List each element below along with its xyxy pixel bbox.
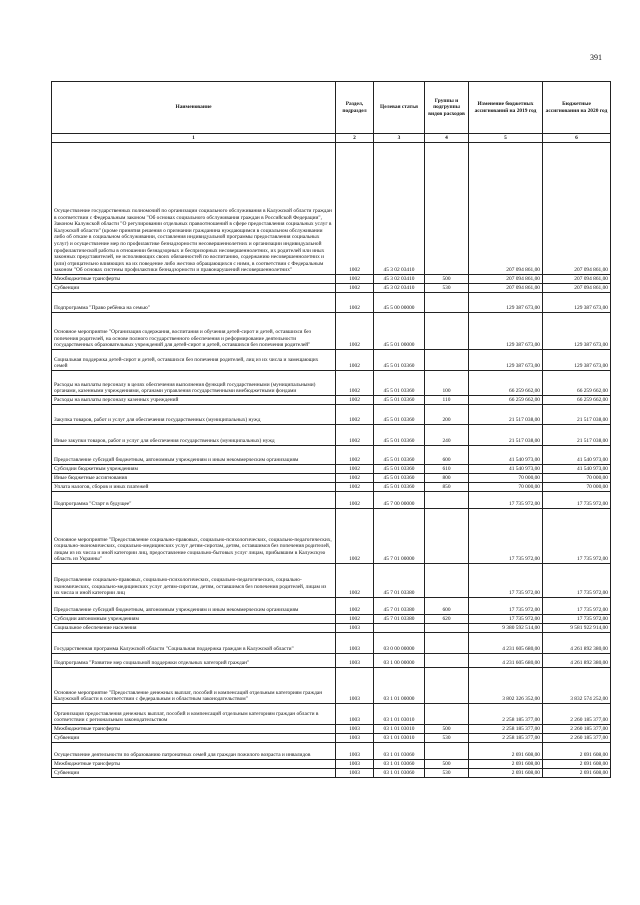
cell-group: 600 (425, 598, 469, 615)
cell-budget-2020: 17 735 972,00 (543, 615, 611, 624)
cell-name: Расходы на выплаты персоналу в целях обеспечения выполнения функций государственными (муниципальными) органами, казенными учреждениями, органами управления государственными внебюджетными фондами (52, 371, 336, 396)
table-row (52, 396, 611, 405)
header-budget-2020: Бюджетные ассигнования на 2020 год (543, 82, 611, 134)
cell-group: 620 (425, 615, 469, 624)
cell-budget-2020: 70 000,00 (543, 474, 611, 483)
cell-changed-2019: 70 000,00 (469, 483, 543, 492)
cell-budget-2020: 2 260 185 377,00 (543, 704, 611, 725)
cell-budget-2020: 2 691 608,00 (543, 760, 611, 769)
cell-budget-2020: 3 832 574 252,00 (543, 668, 611, 704)
cell-target: 03 1 01 03060 (374, 769, 425, 778)
cell-name: Субвенции (52, 284, 336, 293)
cell-changed-2019: 66 259 662,00 (469, 371, 543, 396)
cell-group (425, 743, 469, 760)
cell-group: 240 (425, 425, 469, 446)
table-row (52, 615, 611, 624)
cell-group: 530 (425, 284, 469, 293)
cell-section: 1003 (336, 624, 374, 633)
table-row (52, 293, 611, 313)
cell-changed-2019: 129 387 673,00 (469, 350, 543, 371)
cell-section: 1003 (336, 633, 374, 654)
cell-budget-2020: 4 261 892 380,00 (543, 633, 611, 654)
cell-budget-2020: 129 387 673,00 (543, 293, 611, 313)
cell-changed-2019: 17 735 972,00 (469, 492, 543, 509)
cell-name: Основное мероприятие "Организация содержания, воспитания и обучения детей-сирот и детей, оставшихся без попечения родителей, на основе полного государственного обеспечения и реформирование деятельности государственных образовательных учреждений для детей-сирот и детей, оставшихся без попечения родителей" (52, 313, 336, 350)
table-row (52, 654, 611, 668)
cell-target: 45 5 00 00000 (374, 293, 425, 313)
header-target: Целевая статья (374, 82, 425, 134)
table-row (52, 284, 611, 293)
cell-name: Осуществление деятельности по образованию патронатных семей для граждан пожилого возраста и инвалидов (52, 743, 336, 760)
cell-changed-2019: 2 258 185 377,00 (469, 734, 543, 743)
cell-changed-2019: 21 517 038,00 (469, 405, 543, 425)
cell-name: Социальное обеспечение населения (52, 624, 336, 633)
cell-group: 110 (425, 396, 469, 405)
cell-section: 1002 (336, 446, 374, 465)
cell-target: 03 1 01 03010 (374, 704, 425, 725)
cell-group (425, 143, 469, 275)
cell-budget-2020: 2 260 185 377,00 (543, 725, 611, 734)
cell-group: 500 (425, 275, 469, 284)
table-row (52, 743, 611, 760)
cell-changed-2019: 17 735 972,00 (469, 598, 543, 615)
table-row (52, 465, 611, 474)
cell-name: Иные закупки товаров, работ и услуг для обеспечения государственных (муниципальных) нужд (52, 425, 336, 446)
table-row (52, 405, 611, 425)
column-number-row (52, 134, 611, 143)
cell-section: 1002 (336, 371, 374, 396)
cell-section: 1002 (336, 474, 374, 483)
cell-group: 530 (425, 769, 469, 778)
cell-budget-2020: 207 094 861,00 (543, 275, 611, 284)
cell-changed-2019: 2 258 185 377,00 (469, 704, 543, 725)
cell-changed-2019: 2 258 185 377,00 (469, 725, 543, 734)
cell-section: 1003 (336, 734, 374, 743)
cell-name: Субсидии автономным учреждениям (52, 615, 336, 624)
cell-target: 45 5 01 03360 (374, 396, 425, 405)
cell-section: 1003 (336, 668, 374, 704)
cell-budget-2020: 9 581 922 914,00 (543, 624, 611, 633)
table-row (52, 275, 611, 284)
cell-section: 1002 (336, 405, 374, 425)
table-row (52, 425, 611, 446)
cell-target: 45 5 01 03360 (374, 405, 425, 425)
cell-target: 45 5 01 00000 (374, 313, 425, 350)
table-row (52, 760, 611, 769)
cell-group: 610 (425, 465, 469, 474)
cell-section: 1002 (336, 284, 374, 293)
cell-section: 1003 (336, 743, 374, 760)
table-row (52, 633, 611, 654)
cell-name: Закупка товаров, работ и услуг для обеспечения государственных (муниципальных) нужд (52, 405, 336, 425)
cell-target: 45 5 01 03360 (374, 350, 425, 371)
column-number: 5 (469, 134, 543, 143)
cell-target: 45 7 01 03380 (374, 615, 425, 624)
cell-name: Предоставление социально-правовых, социально-психологических, социально-педагогических, социально-экономических, социально-медицинских услуг детям-сиротам, детям, оставшимся без попечения родителей, лицам из их числа и иной категории лиц (52, 564, 336, 598)
cell-name: Организация предоставления денежных выплат, пособий и компенсаций отдельным категориям граждан области в соответствии с региональным законодательством (52, 704, 336, 725)
cell-name: Основное мероприятие "Предоставление денежных выплат, пособий и компенсаций отдельным категориям граждан Калужской области в соответствии с федеральным и областным законодательством" (52, 668, 336, 704)
cell-group (425, 492, 469, 509)
cell-target: 45 5 01 03360 (374, 465, 425, 474)
cell-changed-2019: 41 540 973,00 (469, 446, 543, 465)
cell-section: 1003 (336, 654, 374, 668)
table-row (52, 668, 611, 704)
cell-group (425, 624, 469, 633)
cell-budget-2020: 17 735 972,00 (543, 509, 611, 564)
table-row (52, 624, 611, 633)
cell-budget-2020: 2 691 608,00 (543, 769, 611, 778)
column-number: 3 (374, 134, 425, 143)
cell-budget-2020: 41 540 973,00 (543, 446, 611, 465)
cell-section: 1002 (336, 293, 374, 313)
cell-name: Социальная поддержка детей-сирот и детей, оставшихся без попечения родителей, лиц из их числа и замещающих семей (52, 350, 336, 371)
cell-target: 03 1 01 03010 (374, 725, 425, 734)
cell-section: 1002 (336, 615, 374, 624)
cell-changed-2019: 129 387 673,00 (469, 293, 543, 313)
cell-changed-2019: 207 094 861,00 (469, 284, 543, 293)
cell-budget-2020: 207 094 861,00 (543, 143, 611, 275)
column-number: 1 (52, 134, 336, 143)
cell-target: 45 5 01 03360 (374, 474, 425, 483)
cell-changed-2019: 66 259 662,00 (469, 396, 543, 405)
table-row (52, 725, 611, 734)
cell-group (425, 313, 469, 350)
cell-group (425, 633, 469, 654)
cell-budget-2020: 2 691 608,00 (543, 743, 611, 760)
cell-budget-2020: 21 517 038,00 (543, 425, 611, 446)
cell-target: 03 1 01 03010 (374, 734, 425, 743)
cell-target: 45 5 01 03360 (374, 446, 425, 465)
cell-changed-2019: 17 735 972,00 (469, 564, 543, 598)
cell-budget-2020: 41 540 973,00 (543, 465, 611, 474)
cell-name: Иные бюджетные ассигнования (52, 474, 336, 483)
table-row (52, 509, 611, 564)
cell-changed-2019: 2 691 608,00 (469, 743, 543, 760)
cell-target: 45 7 01 03380 (374, 564, 425, 598)
table-row (52, 474, 611, 483)
table-row (52, 704, 611, 725)
cell-changed-2019: 17 735 972,00 (469, 509, 543, 564)
table-row (52, 483, 611, 492)
cell-section: 1003 (336, 704, 374, 725)
cell-name: Подпрограмма "Право ребёнка на семью" (52, 293, 336, 313)
cell-target: 03 1 01 00000 (374, 668, 425, 704)
column-number: 6 (543, 134, 611, 143)
cell-section: 1002 (336, 465, 374, 474)
cell-group: 200 (425, 405, 469, 425)
cell-group: 500 (425, 760, 469, 769)
table-row (52, 143, 611, 275)
header-section: Раздел, подраздел (336, 82, 374, 134)
cell-group (425, 564, 469, 598)
cell-section: 1003 (336, 725, 374, 734)
cell-name: Субсидии бюджетным учреждениям (52, 465, 336, 474)
cell-target: 03 1 01 03060 (374, 760, 425, 769)
cell-group (425, 668, 469, 704)
cell-section: 1003 (336, 769, 374, 778)
cell-target: 03 0 00 00000 (374, 633, 425, 654)
column-number: 4 (425, 134, 469, 143)
cell-budget-2020: 207 094 861,00 (543, 284, 611, 293)
cell-budget-2020: 21 517 038,00 (543, 405, 611, 425)
cell-name: Государственная программа Калужской области "Социальная поддержка граждан в Калужской области" (52, 633, 336, 654)
cell-name: Уплата налогов, сборов и иных платежей (52, 483, 336, 492)
cell-group: 800 (425, 474, 469, 483)
table-row (52, 371, 611, 396)
cell-budget-2020: 4 261 892 380,00 (543, 654, 611, 668)
cell-name: Межбюджетные трансферты (52, 725, 336, 734)
table-row (52, 734, 611, 743)
column-number: 2 (336, 134, 374, 143)
budget-allocation-table (51, 81, 611, 778)
cell-group: 850 (425, 483, 469, 492)
table-row (52, 492, 611, 509)
cell-target: 03 1 01 03060 (374, 743, 425, 760)
cell-name: Подпрограмма "Старт в будущее" (52, 492, 336, 509)
page-number: 391 (590, 53, 602, 62)
cell-name: Межбюджетные трансферты (52, 760, 336, 769)
table-row (52, 350, 611, 371)
cell-name: Субвенции (52, 769, 336, 778)
cell-name: Межбюджетные трансферты (52, 275, 336, 284)
cell-budget-2020: 17 735 972,00 (543, 492, 611, 509)
cell-budget-2020: 2 260 185 377,00 (543, 734, 611, 743)
cell-section: 1002 (336, 396, 374, 405)
cell-section: 1002 (336, 425, 374, 446)
table-row (52, 313, 611, 350)
cell-budget-2020: 17 735 972,00 (543, 564, 611, 598)
cell-budget-2020: 129 387 673,00 (543, 350, 611, 371)
cell-budget-2020: 17 735 972,00 (543, 598, 611, 615)
cell-section: 1002 (336, 313, 374, 350)
cell-budget-2020: 129 387 673,00 (543, 313, 611, 350)
cell-target: 45 3 02 03410 (374, 275, 425, 284)
cell-name: Осуществление государственных полномочий по организации социального обслуживания в Калужской области граждан в соответствии с Федеральным законом "Об основах социального обслуживания граждан в Российской Федерации", Законом Калужской области "О регулировании отдельных правоотношений в сфере предоставления социальных услуг в Калужской области" (кроме принятия решения о признании гражданина нуждающимся в социальном обслуживании либо об отказе в социальном обслуживании, составления индивидуальной программы предоставления социальных услуг) и осуществление мер по профилактике безнадзорности несовершеннолетних и организации индивидуальной профилактической работы в отношении безнадзорных и беспризорных несовершеннолетних, их родителей или иных законных представителей, не исполняющих своих обязанностей по воспитанию, содержанию несовершеннолетних и (или) отрицательно влияющих на их поведение либо жестоко обращающихся с ними, в соответствии с Федеральным законом "Об основах системы профилактики безнадзорности и правонарушений несовершеннолетних" (52, 143, 336, 275)
cell-group: 600 (425, 446, 469, 465)
cell-target: 45 7 01 00000 (374, 509, 425, 564)
cell-section: 1002 (336, 483, 374, 492)
cell-target (374, 624, 425, 633)
cell-changed-2019: 207 094 861,00 (469, 143, 543, 275)
cell-group (425, 293, 469, 313)
cell-section: 1002 (336, 143, 374, 275)
cell-group (425, 350, 469, 371)
cell-group: 500 (425, 725, 469, 734)
cell-changed-2019: 17 735 972,00 (469, 615, 543, 624)
table-row (52, 598, 611, 615)
cell-target: 45 3 02 03410 (374, 143, 425, 275)
cell-group (425, 704, 469, 725)
header-changed-2019: Изменение бюджетных ассигнований на 2019 год (469, 82, 543, 134)
cell-target: 45 7 00 00000 (374, 492, 425, 509)
cell-changed-2019: 4 231 605 680,00 (469, 633, 543, 654)
header-name: Наименование (52, 82, 336, 134)
cell-target: 45 7 01 03380 (374, 598, 425, 615)
cell-changed-2019: 41 540 973,00 (469, 465, 543, 474)
cell-group (425, 509, 469, 564)
cell-target: 03 1 00 00000 (374, 654, 425, 668)
cell-target: 45 5 01 03360 (374, 371, 425, 396)
cell-name: Расходы на выплаты персоналу казенных учреждений (52, 396, 336, 405)
cell-section: 1002 (336, 564, 374, 598)
cell-budget-2020: 66 259 662,00 (543, 396, 611, 405)
cell-group: 100 (425, 371, 469, 396)
cell-budget-2020: 66 259 662,00 (543, 371, 611, 396)
table-row (52, 769, 611, 778)
cell-target: 45 5 01 03360 (374, 483, 425, 492)
cell-section: 1002 (336, 350, 374, 371)
cell-changed-2019: 3 802 326 352,00 (469, 668, 543, 704)
cell-changed-2019: 2 691 608,00 (469, 769, 543, 778)
cell-section: 1003 (336, 760, 374, 769)
cell-name: Предоставление субсидий бюджетным, автономным учреждениям и иным некоммерческим организациям (52, 446, 336, 465)
cell-changed-2019: 207 094 861,00 (469, 275, 543, 284)
table-header-row (52, 82, 611, 134)
header-group: Группы и подгруппы видов расходов (425, 82, 469, 134)
cell-name: Основное мероприятие "Предоставление социально-правовых, социально-психологических, социально-педагогических, социально-экономических, социально-медицинских услуг детям-сиротам, детям, оставшимся без попечения родителей, лицам из их числа и иной категории лиц, предоставление социально-бытовых услуг лицам, прибывшим в Калужскую область из Украины" (52, 509, 336, 564)
cell-group (425, 654, 469, 668)
cell-changed-2019: 4 231 605 680,00 (469, 654, 543, 668)
cell-changed-2019: 129 387 673,00 (469, 313, 543, 350)
cell-group: 530 (425, 734, 469, 743)
cell-name: Субвенции (52, 734, 336, 743)
cell-target: 45 3 02 03410 (374, 284, 425, 293)
cell-section: 1002 (336, 598, 374, 615)
cell-section: 1002 (336, 492, 374, 509)
cell-name: Предоставление субсидий бюджетным, автономным учреждениям и иным некоммерческим организациям (52, 598, 336, 615)
table-row (52, 446, 611, 465)
table-body (52, 143, 611, 778)
cell-budget-2020: 70 000,00 (543, 483, 611, 492)
cell-changed-2019: 9 380 592 514,00 (469, 624, 543, 633)
cell-changed-2019: 21 517 038,00 (469, 425, 543, 446)
table-row (52, 564, 611, 598)
cell-name: Подпрограмма "Развитие мер социальной поддержки отдельных категорий граждан" (52, 654, 336, 668)
cell-changed-2019: 2 691 608,00 (469, 760, 543, 769)
cell-changed-2019: 70 000,00 (469, 474, 543, 483)
cell-section: 1002 (336, 509, 374, 564)
cell-section: 1002 (336, 275, 374, 284)
cell-target: 45 5 01 03360 (374, 425, 425, 446)
